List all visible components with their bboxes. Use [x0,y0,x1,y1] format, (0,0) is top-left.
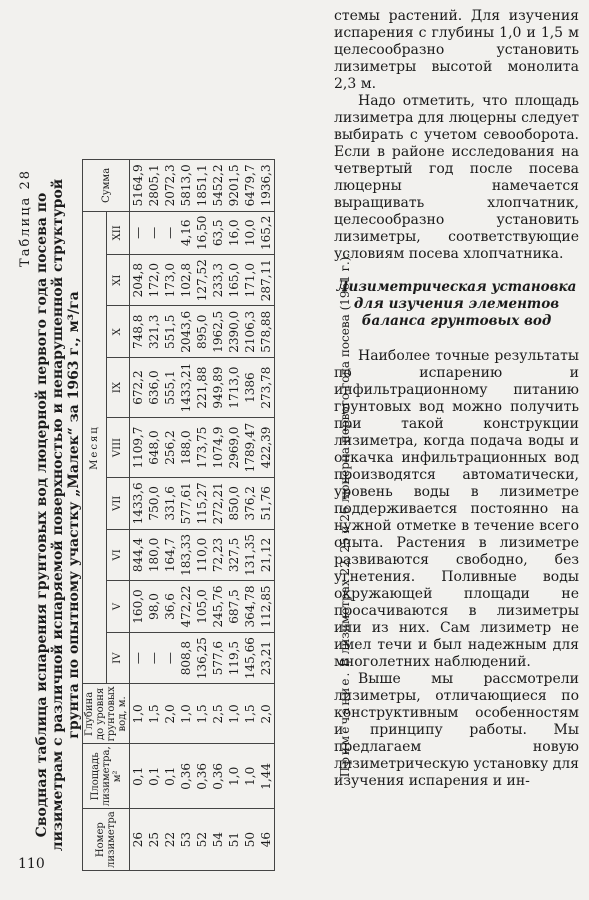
table-label: Таблица 28 [18,169,33,267]
header-area: Площадь лизиметра, м² [83,744,130,809]
table-body [130,160,275,871]
table-cell: 115,27 [194,478,210,530]
table-cell: — [162,211,178,254]
table-cell: 687,5 [226,581,242,633]
table-cell: 54 [210,809,226,871]
table-cell: 2969,0 [226,418,242,478]
table-cell: 171,0 [242,254,258,306]
table-cell: 9201,5 [226,160,242,212]
table-cell: 272,21 [210,478,226,530]
table-cell: 36,6 [162,581,178,633]
table-cell: 0,36 [194,744,210,809]
header-months-group: Месяц [83,211,107,684]
table-cell: 844,4 [130,529,147,581]
table-cell: 850,0 [226,478,242,530]
header-month: IV [106,632,130,684]
table-cell: 165,2 [258,211,275,254]
table-cell: 10,0 [242,211,258,254]
table-row [226,160,242,871]
paragraph: Выше мы рассмотрели лизиметры, отличающиеся по конструктивным особенностям и принципу работы. Мы предлагаем новую лизиметрическую установку для изучения испарения и ин- [334,671,580,789]
table-cell: 1,0 [226,744,242,809]
table-cell: 188,0 [178,418,194,478]
header-depth: Глубина до уровня грунтовых вод, м. [83,684,130,744]
table-cell: — [130,632,147,684]
table-cell: 2390,0 [226,306,242,358]
table-cell: 551,5 [162,306,178,358]
table-cell: — [130,211,147,254]
table-cell: 327,5 [226,529,242,581]
table-cell: 165,0 [226,254,242,306]
table-cell: 672,2 [130,358,147,418]
header-sum: Сумма [83,160,130,212]
table-cell: 2072,3 [162,160,178,212]
header-month: VII [106,478,130,530]
note-label: Примечание. [338,670,352,778]
table-cell: 1962,5 [210,306,226,358]
table-cell: 577,61 [178,478,194,530]
table-cell: 173,75 [194,418,210,478]
table-cell: 2043,6 [178,306,194,358]
table-cell: 164,7 [162,529,178,581]
table-cell: 110,0 [194,529,210,581]
table-cell: 1433,21 [178,358,194,418]
evaporation-table [82,159,275,871]
table-cell: 221,88 [194,358,210,418]
table-cell: 51,76 [258,478,275,530]
table-cell: 331,6 [162,478,178,530]
table-cell: 321,3 [146,306,162,358]
table-cell: 204,8 [130,254,147,306]
table-cell: 2106,3 [242,306,258,358]
table-cell: 136,25 [194,632,210,684]
table-row [242,160,258,871]
table-cell: 0,1 [130,744,147,809]
rotated-table-block [18,155,358,875]
table-cell: 52 [194,809,210,871]
table-cell: 172,0 [146,254,162,306]
table-cell: 6479,7 [242,160,258,212]
table-cell: 23,21 [258,632,275,684]
table-cell: 26 [130,809,147,871]
table-row [194,160,210,871]
table-cell: 5452,2 [210,160,226,212]
table-cell: — [146,211,162,254]
table-cell: 472,22 [178,581,194,633]
header-month: VIII [106,418,130,478]
table-cell: 748,8 [130,306,147,358]
table-cell: 1,5 [194,684,210,744]
table-cell: 273,78 [258,358,275,418]
table-cell: 1,5 [242,684,258,744]
table-cell: 1789,47 [242,418,258,478]
table-cell: 119,5 [226,632,242,684]
header-month: X [106,306,130,358]
text-column [334,8,579,790]
table-cell: 112,85 [258,581,275,633]
table-cell: 72,23 [210,529,226,581]
table-cell: 808,8 [178,632,194,684]
table-cell: 895,0 [194,306,210,358]
table-cell: 1,44 [258,744,275,809]
table-cell: 105,0 [194,581,210,633]
table-title: Сводная таблица испарения грунтовых вод люцерной первого года посева по лизиметрам с различной испаряемой поверхностью и ненарушенной структурой грунта по опытному участку „Малек“ за 1963 г., м³/га [34,178,82,852]
table-cell: 0,36 [210,744,226,809]
table-cell: 949,89 [210,358,226,418]
table-cell: 1713,0 [226,358,242,418]
table-cell: 145,66 [242,632,258,684]
table-row [258,160,275,871]
table-cell: 287,11 [258,254,275,306]
table-cell: 636,0 [146,358,162,418]
table-cell: 0,1 [146,744,162,809]
table-row [130,160,147,871]
table-cell: 256,2 [162,418,178,478]
table-cell: 648,0 [146,418,162,478]
table-cell: 422,39 [258,418,275,478]
header-month: V [106,581,130,633]
table-cell: 364,78 [242,581,258,633]
table-cell: 22 [162,809,178,871]
paragraph: Надо отметить, что площадь лизиметра для люцерны следует выбирать с учетом севооборота. Если в районе исследования на четвертый год после посева люцерны намечается выращивать хлопчатник, целесообразно установить лизиметры, соответствующие условиям посева хлопчатника. [334,93,579,262]
table-cell: 0,36 [178,744,194,809]
table-cell: 5164,9 [130,160,147,212]
table-cell: 102,8 [178,254,194,306]
table-cell: 1936,3 [258,160,275,212]
note-text: В лизиметрах 22, 25 и 26 люцерна первого года посева (1961 г.). [338,252,352,667]
header-month: VI [106,529,130,581]
table-cell: 1386 [242,358,258,418]
table-cell: 63,5 [210,211,226,254]
table-cell: 127,52 [194,254,210,306]
table-cell: 0,1 [162,744,178,809]
header-month: XI [106,254,130,306]
table-cell: 2,0 [162,684,178,744]
table-cell: 1109,7 [130,418,147,478]
table-cell: 245,76 [210,581,226,633]
table-cell: — [146,632,162,684]
section-heading: Лизиметрическая установка для изучения элементов баланса грунтовых вод [336,279,577,329]
table-cell: 555,1 [162,358,178,418]
table-cell: 1,0 [226,684,242,744]
page-number: 110 [18,856,45,872]
table-cell: 1,0 [130,684,147,744]
table-cell: 2,5 [210,684,226,744]
table-cell: 16,0 [226,211,242,254]
table-cell: 1851,1 [194,160,210,212]
table-cell: 16,50 [194,211,210,254]
table-cell: 1,5 [146,684,162,744]
table-cell: 46 [258,809,275,871]
header-month: XII [106,211,130,254]
table-cell: 5813,0 [178,160,194,212]
table-cell: 183,33 [178,529,194,581]
paragraph: стемы растений. Для изучения испарения с глубины 1,0 и 1,5 м целесообразно установить лизиметры высотой монолита 2,3 м. [334,8,579,92]
table-cell: 173,0 [162,254,178,306]
table-cell: 4,16 [178,211,194,254]
table-cell: 53 [178,809,194,871]
table-cell: 180,0 [146,529,162,581]
table-cell: 98,0 [146,581,162,633]
table-row [178,160,194,871]
table-cell: 2,0 [258,684,275,744]
table-cell: 160,0 [130,581,147,633]
table-cell: 376,2 [242,478,258,530]
table-cell: 1,0 [242,744,258,809]
table-cell: 25 [146,809,162,871]
table-cell: — [162,632,178,684]
header-number: Номер лизиметра [83,809,130,871]
table-cell: 51 [226,809,242,871]
table-cell: 233,3 [210,254,226,306]
paragraph: Наиболее точные результаты по испарению и инфильтрационному питанию грунтовых вод можно получить при такой конструкции лизиметра, когда подача воды и откачка инфильтрационных вод производятся автоматически, уровень воды в лизиметре поддерживается постоянно на нужной отметке в течение всего опыта. Растения в лизиметре развиваются свободно, без угнетения. Поливные воды окружающей площади не просачиваются в лизиметры или из них. Сам лизиметр не имел течи и был надежным для многолетних наблюдений. [334,348,579,670]
header-month: IX [106,358,130,418]
table-cell: 21,12 [258,529,275,581]
table-cell: 577,6 [210,632,226,684]
table-cell: 131,35 [242,529,258,581]
table-cell: 2805,1 [146,160,162,212]
table-cell: 750,0 [146,478,162,530]
table-row [146,160,162,871]
table-cell: 578,88 [258,306,275,358]
table-cell: 1433,6 [130,478,147,530]
table-row [210,160,226,871]
table-cell: 50 [242,809,258,871]
table-row [162,160,178,871]
table-cell: 1074,9 [210,418,226,478]
table-cell: 1,0 [178,684,194,744]
